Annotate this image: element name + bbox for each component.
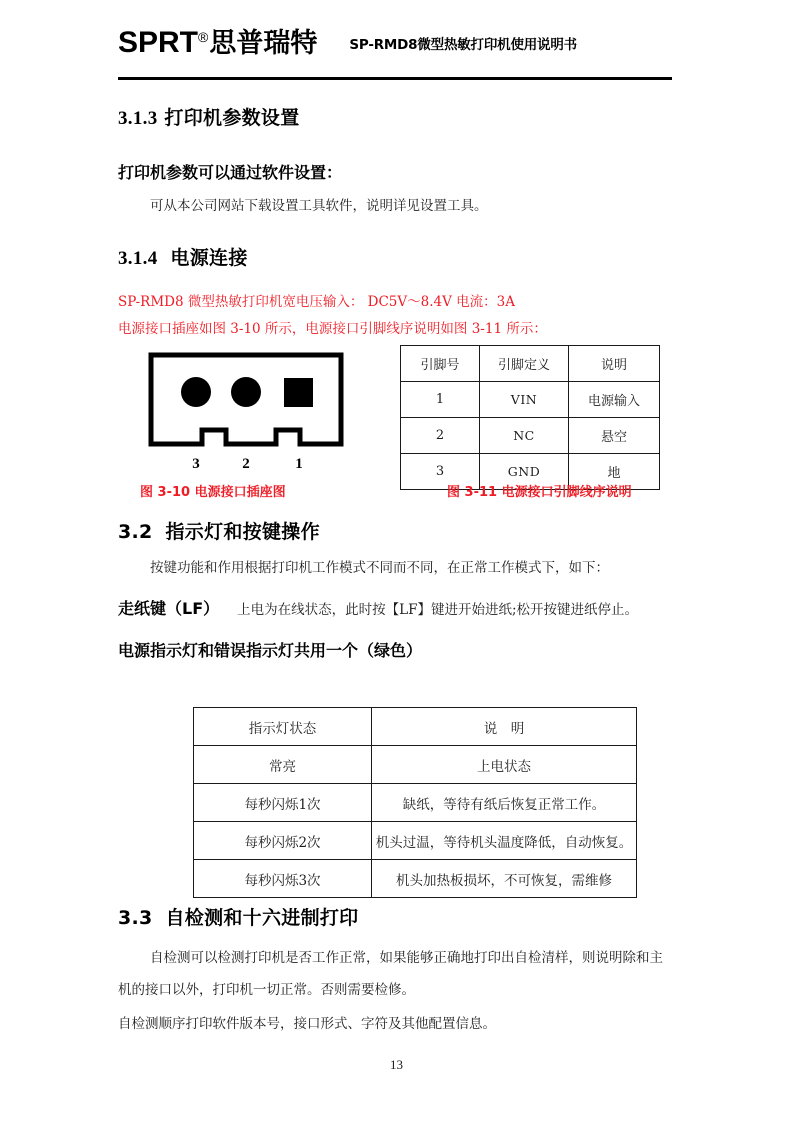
subheading-printer-params: 打印机参数可以通过软件设置： xyxy=(118,163,343,182)
heading-3-3-title: 自检测和十六进制打印 xyxy=(165,907,359,929)
page-number: 13 xyxy=(390,1057,403,1072)
heading-3-1-3 xyxy=(118,103,300,130)
heading-3-3-number: 3.3 xyxy=(118,907,153,929)
heading-3-2-title: 指示灯和按键操作 xyxy=(165,521,320,543)
table-row xyxy=(194,860,637,898)
connector-pin-1-square xyxy=(284,378,313,407)
red-figure-reference-line: 电源接口插座如图 3-10 所示，电源接口引脚线序说明如图 3-11 所示： xyxy=(118,321,547,337)
heading-3-3 xyxy=(118,903,359,930)
connector-pin-label-1: 1 xyxy=(295,456,303,472)
pin-table-cell: 3 xyxy=(401,454,480,490)
pin-table-cell: 电源输入 xyxy=(569,382,660,418)
lf-key-description: 上电为在线状态，此时按【LF】键进开始进纸;松开按键进纸停止。 xyxy=(237,602,639,618)
pin-table-header-definition: 引脚定义 xyxy=(480,346,569,382)
pin-table-cell: 悬空 xyxy=(569,418,660,454)
pin-table-header-description: 说明 xyxy=(569,346,660,382)
connector-pin-label-2: 2 xyxy=(242,456,250,472)
connector-pin-label-3: 3 xyxy=(192,456,200,472)
pin-definition-table xyxy=(400,345,660,490)
connector-pin-3-circle xyxy=(181,377,211,407)
indicator-table-cell: 每秒闪烁3次 xyxy=(194,860,372,898)
table-row xyxy=(194,746,637,784)
lf-key-label: 走纸键（LF） xyxy=(118,599,220,618)
brand-latin-text: SPRT xyxy=(118,26,199,59)
indicator-table-cell: 上电状态 xyxy=(372,746,637,784)
indicator-table-header-state: 指示灯状态 xyxy=(194,708,372,746)
heading-3-1-4-title: 电源连接 xyxy=(170,247,248,269)
pin-table-header-number: 引脚号 xyxy=(401,346,480,382)
registered-trademark-icon: ® xyxy=(198,29,209,45)
indicator-table-cell: 常亮 xyxy=(194,746,372,784)
pin-table-cell: VIN xyxy=(480,382,569,418)
connector-pin-labels xyxy=(148,456,344,476)
lf-key-line xyxy=(118,596,638,619)
heading-3-1-3-title: 打印机参数设置 xyxy=(164,107,300,129)
pin-table-cell: 地 xyxy=(569,454,660,490)
indicator-status-table xyxy=(193,707,637,898)
brand-block xyxy=(118,28,672,58)
heading-3-1-4-number: 3.1.4 xyxy=(118,248,158,269)
indicator-table-cell: 每秒闪烁1次 xyxy=(194,784,372,822)
table-row xyxy=(194,822,637,860)
indicator-table-cell: 缺纸，等待有纸后恢复正常工作。 xyxy=(372,784,637,822)
indicator-table-cell: 每秒闪烁2次 xyxy=(194,822,372,860)
subheading-led-indicator: 电源指示灯和错误指示灯共用一个（绿色） xyxy=(118,641,423,660)
paragraph-3-3-line-3: 自检测顺序打印软件版本号，接口形式、字符及其他配置信息。 xyxy=(118,1016,496,1032)
indicator-table-cell: 机头过温，等待机头温度降低，自动恢复。 xyxy=(372,822,637,860)
pin-table-cell: 2 xyxy=(401,418,480,454)
table-row xyxy=(401,382,660,418)
table-row xyxy=(401,418,660,454)
heading-3-1-4 xyxy=(118,243,248,270)
heading-3-2-number: 3.2 xyxy=(118,521,153,543)
figure-3-10-caption: 图 3-10 电源接口插座图 xyxy=(140,485,286,500)
paragraph-3-1-3-body: 可从本公司网站下载设置工具软件，说明详见设置工具。 xyxy=(150,198,488,214)
page-header xyxy=(118,28,672,80)
red-voltage-spec-line: SP-RMD8 微型热敏打印机宽电压输入： DC5V～8.4V 电流：3A xyxy=(118,294,515,310)
heading-3-2 xyxy=(118,517,320,544)
heading-3-1-3-number: 3.1.3 xyxy=(118,108,158,129)
indicator-table-header-description: 说 明 xyxy=(372,708,637,746)
pin-table-cell: 1 xyxy=(401,382,480,418)
header-document-title: SP-RMD8微型热敏打印机使用说明书 xyxy=(349,37,577,53)
pin-table-cell: GND xyxy=(480,454,569,490)
figure-3-11-caption: 图 3-11 电源接口引脚线序说明 xyxy=(447,485,632,500)
pin-table-cell: NC xyxy=(480,418,569,454)
brand-chinese-text: 思普瑞特 xyxy=(209,28,318,59)
table-row xyxy=(194,784,637,822)
table-header-row xyxy=(194,708,637,746)
header-divider xyxy=(118,77,672,80)
connector-pin-2-circle xyxy=(231,377,261,407)
paragraph-3-3-line-1: 自检测可以检测打印机是否工作正常，如果能够正确地打印出自检清样，则说明除和主 xyxy=(150,950,663,966)
table-header-row xyxy=(401,346,660,382)
paragraph-3-3-line-2: 机的接口以外，打印机一切正常。否则需要检修。 xyxy=(118,982,415,998)
power-connector-diagram xyxy=(148,352,344,454)
paragraph-3-2-body: 按键功能和作用根据打印机工作模式不同而不同，在正常工作模式下，如下： xyxy=(150,560,609,576)
indicator-table-cell: 机头加热板损坏，不可恢复，需维修 xyxy=(372,860,637,898)
